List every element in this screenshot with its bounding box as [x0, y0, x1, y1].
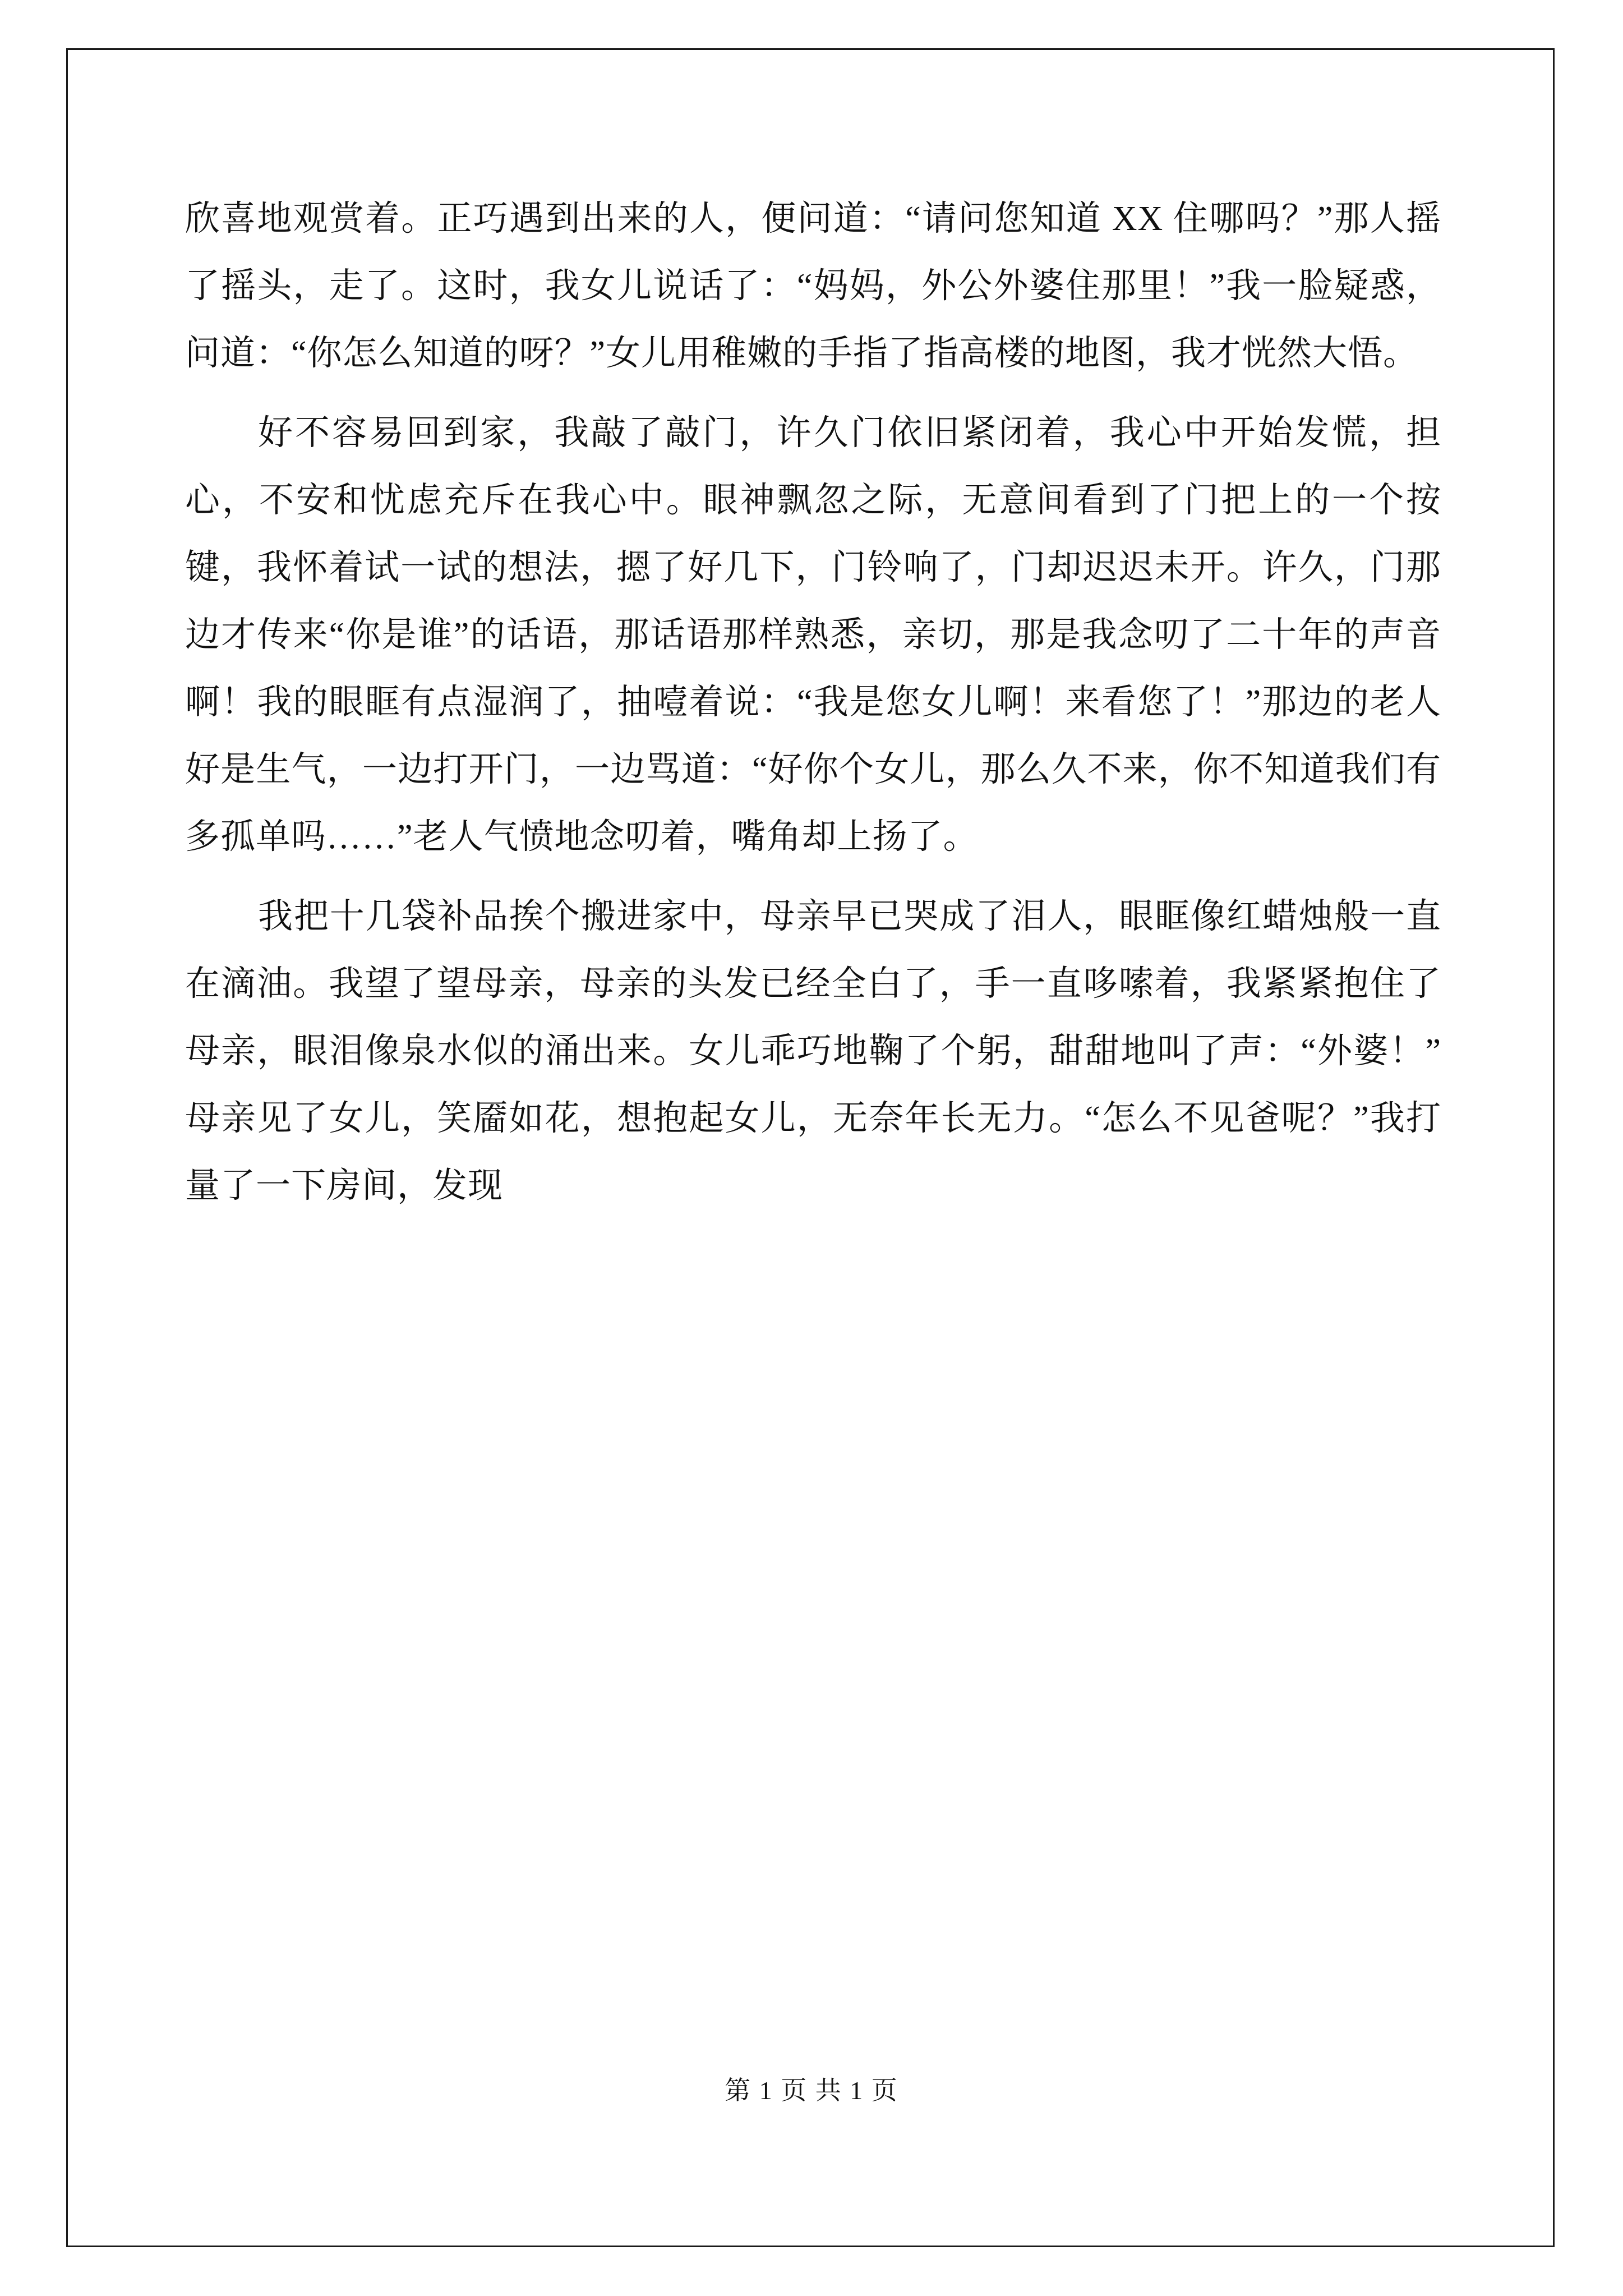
page-content	[185, 185, 1441, 1232]
paragraph-2: 好不容易回到家，我敲了敲门，许久门依旧紧闭着，我心中开始发慌，担心，不安和忧虑充斥在我心中。眼神飘忽之际，无意间看到了门把上的一个按键，我怀着试一试的想法，摁了好几下，门铃响了，门却迟迟未开。许久，门那边才传来“你是谁”的话语，那话语那样熟悉，亲切，那是我念叨了二十年的声音啊！我的眼眶有点湿润了，抽噎着说：“我是您女儿啊！来看您了！”那边的老人好是生气，一边打开门，一边骂道：“好你个女儿，那么久不来，你不知道我们有多孤单吗……”老人气愤地念叨着，嘴角却上扬了。	[185, 414, 1441, 856]
paragraph-1: 欣喜地观赏着。正巧遇到出来的人，便问道：“请问您知道 XX 住哪吗？”那人摇了摇头，走了。这时，我女儿说话了：“妈妈，外公外婆住那里！”我一脸疑惑，问道：“你怎么知道的呀？”女儿用稚嫩的手指了指高楼的地图，我才恍然大悟。	[185, 200, 1441, 372]
paragraph-3: 我把十几袋补品挨个搬进家中，母亲早已哭成了泪人，眼眶像红蜡烛般一直在滴油。我望了望母亲，母亲的头发已经全白了，手一直哆嗦着，我紧紧抱住了母亲，眼泪像泉水似的涌出来。女儿乖巧地鞠了个躬，甜甜地叫了声：“外婆！”母亲见了女儿，笑靥如花，想抱起女儿，无奈年长无力。“怎么不见爸呢？”我打量了一下房间，发现	[185, 898, 1441, 1205]
page-footer: 第 1 页 共 1 页	[725, 2076, 898, 2105]
